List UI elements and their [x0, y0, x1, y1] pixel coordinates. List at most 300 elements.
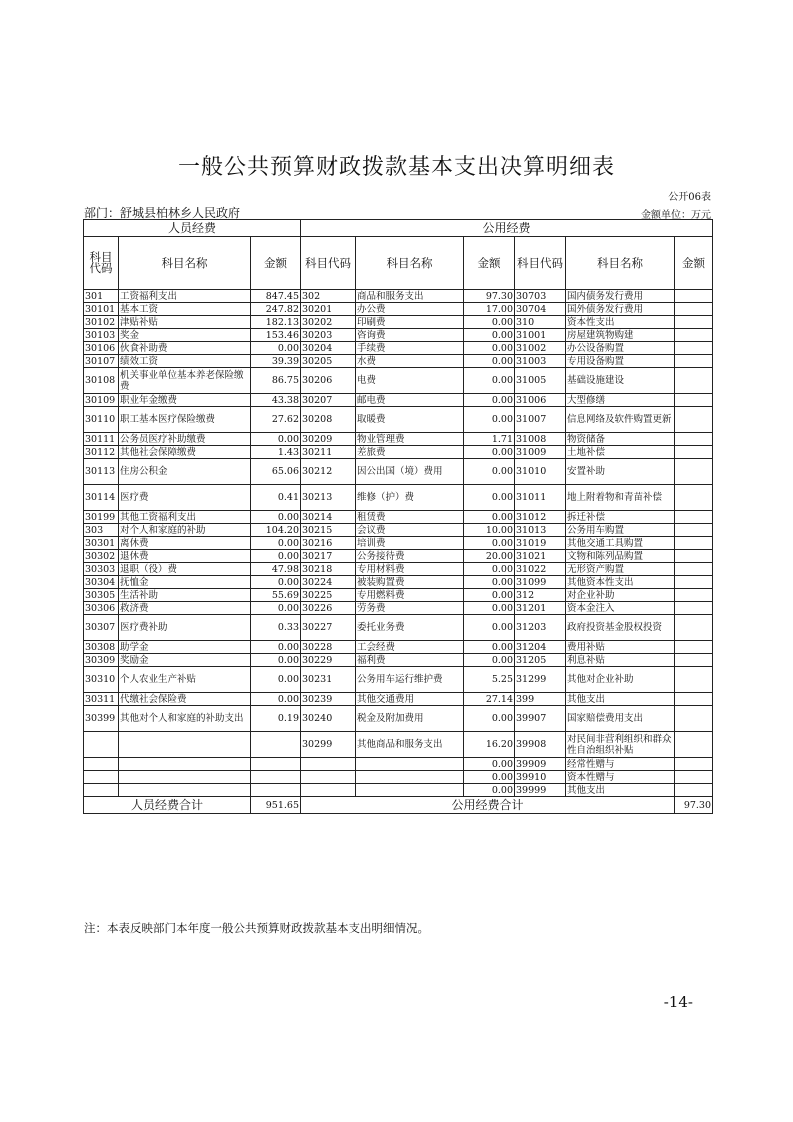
cell-g-code: 30217	[301, 550, 356, 563]
cell-c-code: 399	[515, 693, 566, 706]
cell-g-code	[301, 784, 356, 797]
cell-p-amount: 47.98	[251, 563, 301, 576]
cell-g-name: 税金及附加费用	[356, 706, 464, 732]
cell-c-code: 30703	[515, 290, 566, 303]
cell-c-name: 利息补贴	[566, 654, 675, 667]
cell-p-amount: 0.41	[251, 485, 301, 511]
cell-c-code: 31006	[515, 394, 566, 407]
table-row	[84, 407, 713, 433]
cell-c-amount	[675, 706, 713, 732]
cell-g-name: 培训费	[356, 537, 464, 550]
cell-p-name: 对个人和家庭的补助	[119, 524, 251, 537]
cell-p-name	[119, 784, 251, 797]
cell-c-name: 费用补贴	[566, 641, 675, 654]
cell-p-code: 30306	[84, 602, 119, 615]
cell-c-amount	[675, 758, 713, 771]
cell-g-name: 租赁费	[356, 511, 464, 524]
group-public: 公用经费	[301, 220, 713, 237]
cell-p-amount: 86.75	[251, 368, 301, 394]
cell-c-amount	[675, 771, 713, 784]
cell-g-code: 30201	[301, 303, 356, 316]
cell-g-name	[356, 758, 464, 771]
cell-c-name: 房屋建筑物购建	[566, 329, 675, 342]
cell-c-name: 公务用车购置	[566, 524, 675, 537]
cell-c-name: 资本金注入	[566, 602, 675, 615]
table-row	[84, 758, 713, 771]
table-row	[84, 524, 713, 537]
cell-c-code: 31205	[515, 654, 566, 667]
cell-g-code: 30202	[301, 316, 356, 329]
cell-p-amount: 43.38	[251, 394, 301, 407]
cell-c-amount	[675, 654, 713, 667]
cell-p-amount: 65.06	[251, 459, 301, 485]
cell-p-code: 30301	[84, 537, 119, 550]
cell-c-name: 地上附着物和青苗补偿	[566, 485, 675, 511]
cell-c-amount	[675, 303, 713, 316]
cell-p-name: 机关事业单位基本养老保险缴费	[119, 368, 251, 394]
table-row	[84, 433, 713, 446]
cell-p-amount: 0.19	[251, 706, 301, 732]
cell-g-name: 办公费	[356, 303, 464, 316]
cell-c-code: 39908	[515, 732, 566, 758]
cell-c-code: 31022	[515, 563, 566, 576]
public-total-label: 公用经费合计	[301, 797, 675, 814]
cell-c-amount	[675, 407, 713, 433]
cell-c-code: 31012	[515, 511, 566, 524]
table-row	[84, 303, 713, 316]
cell-p-amount: 0.00	[251, 641, 301, 654]
cell-c-name: 资本性支出	[566, 316, 675, 329]
cell-p-name	[119, 771, 251, 784]
cell-c-amount	[675, 732, 713, 758]
cell-g-name: 专用燃料费	[356, 589, 464, 602]
column-header-row	[84, 237, 713, 290]
cell-g-amount: 0.00	[464, 589, 515, 602]
cell-p-name	[119, 732, 251, 758]
cell-p-code: 30305	[84, 589, 119, 602]
cell-g-amount: 0.00	[464, 368, 515, 394]
cell-c-code: 39910	[515, 771, 566, 784]
cell-p-code	[84, 784, 119, 797]
cell-p-name: 绩效工资	[119, 355, 251, 368]
cell-g-amount: 0.00	[464, 576, 515, 589]
cell-p-amount	[251, 732, 301, 758]
cell-p-amount: 0.00	[251, 667, 301, 693]
cell-p-amount: 0.00	[251, 693, 301, 706]
cell-g-name: 差旅费	[356, 446, 464, 459]
cell-c-code: 31011	[515, 485, 566, 511]
cell-c-name: 文物和陈列品购置	[566, 550, 675, 563]
cell-c-amount	[675, 446, 713, 459]
cell-p-code: 30304	[84, 576, 119, 589]
table-row	[84, 641, 713, 654]
cell-g-amount: 0.00	[464, 537, 515, 550]
cell-c-amount	[675, 485, 713, 511]
cell-g-name: 印刷费	[356, 316, 464, 329]
cell-p-amount: 153.46	[251, 329, 301, 342]
cell-g-name	[356, 784, 464, 797]
cell-g-code: 30205	[301, 355, 356, 368]
cell-p-code: 30307	[84, 615, 119, 641]
cell-g-amount: 0.00	[464, 342, 515, 355]
cell-c-code: 31201	[515, 602, 566, 615]
cell-c-code: 31203	[515, 615, 566, 641]
cell-p-code: 30199	[84, 511, 119, 524]
cell-p-code: 30101	[84, 303, 119, 316]
cell-p-name: 退职（役）费	[119, 563, 251, 576]
cell-c-amount	[675, 693, 713, 706]
cell-c-name: 信息网络及软件购置更新	[566, 407, 675, 433]
cell-c-amount	[675, 784, 713, 797]
cell-p-name: 工资福利支出	[119, 290, 251, 303]
cell-g-amount: 0.00	[464, 602, 515, 615]
cell-c-code: 31099	[515, 576, 566, 589]
cell-c-code: 39909	[515, 758, 566, 771]
cell-p-amount: 0.00	[251, 654, 301, 667]
cell-p-name: 职工基本医疗保险缴费	[119, 407, 251, 433]
cell-p-code: 30303	[84, 563, 119, 576]
cell-p-amount: 0.00	[251, 537, 301, 550]
table-row	[84, 615, 713, 641]
cell-g-code: 30239	[301, 693, 356, 706]
cell-c-name: 基础设施建设	[566, 368, 675, 394]
cell-g-code: 30215	[301, 524, 356, 537]
cell-p-name: 医疗费	[119, 485, 251, 511]
table-row	[84, 316, 713, 329]
cell-g-amount: 0.00	[464, 706, 515, 732]
cell-p-code: 30106	[84, 342, 119, 355]
table-row	[84, 368, 713, 394]
cell-c-amount	[675, 667, 713, 693]
cell-c-amount	[675, 290, 713, 303]
cell-c-amount	[675, 459, 713, 485]
cell-c-amount	[675, 355, 713, 368]
header-p-name: 科目名称	[119, 237, 251, 290]
cell-p-code: 301	[84, 290, 119, 303]
cell-g-code: 30224	[301, 576, 356, 589]
cell-p-code: 303	[84, 524, 119, 537]
cell-p-name: 基本工资	[119, 303, 251, 316]
cell-c-amount	[675, 602, 713, 615]
table-row	[84, 563, 713, 576]
cell-p-code: 30309	[84, 654, 119, 667]
table-row	[84, 654, 713, 667]
cell-g-name: 维修（护）费	[356, 485, 464, 511]
header-c-amount: 金额	[675, 237, 713, 290]
cell-g-code: 30231	[301, 667, 356, 693]
cell-c-amount	[675, 576, 713, 589]
totals-row	[84, 797, 713, 814]
cell-g-name: 商品和服务支出	[356, 290, 464, 303]
cell-c-name: 物资储备	[566, 433, 675, 446]
cell-c-name: 专用设备购置	[566, 355, 675, 368]
cell-g-amount: 5.25	[464, 667, 515, 693]
table-row	[84, 667, 713, 693]
table-row	[84, 771, 713, 784]
cell-p-name	[119, 758, 251, 771]
cell-c-code: 31003	[515, 355, 566, 368]
cell-c-code: 310	[515, 316, 566, 329]
table-row	[84, 784, 713, 797]
cell-c-amount	[675, 563, 713, 576]
cell-g-name: 其他商品和服务支出	[356, 732, 464, 758]
cell-p-code: 30308	[84, 641, 119, 654]
cell-g-code: 30229	[301, 654, 356, 667]
header-g-name: 科目名称	[356, 237, 464, 290]
cell-g-name: 取暖费	[356, 407, 464, 433]
cell-g-code: 30207	[301, 394, 356, 407]
cell-g-code: 30228	[301, 641, 356, 654]
cell-p-amount: 0.00	[251, 511, 301, 524]
cell-g-code: 30218	[301, 563, 356, 576]
cell-c-amount	[675, 537, 713, 550]
cell-p-amount: 0.00	[251, 576, 301, 589]
cell-g-code: 30206	[301, 368, 356, 394]
cell-c-code: 31299	[515, 667, 566, 693]
cell-g-amount: 0.00	[464, 316, 515, 329]
cell-c-name: 政府投资基金股权投资	[566, 615, 675, 641]
form-code: 公开06表	[668, 192, 711, 203]
cell-g-name: 公务用车运行维护费	[356, 667, 464, 693]
cell-g-name: 公务接待费	[356, 550, 464, 563]
table-row	[84, 329, 713, 342]
cell-g-name: 因公出国（境）费用	[356, 459, 464, 485]
cell-c-code: 31005	[515, 368, 566, 394]
cell-p-name: 其他对个人和家庭的补助支出	[119, 706, 251, 732]
cell-g-amount: 0.00	[464, 407, 515, 433]
cell-c-name: 国内债务发行费用	[566, 290, 675, 303]
cell-p-code: 30110	[84, 407, 119, 433]
cell-p-amount: 39.39	[251, 355, 301, 368]
cell-p-code: 30399	[84, 706, 119, 732]
cell-c-amount	[675, 550, 713, 563]
cell-p-amount: 1.43	[251, 446, 301, 459]
cell-c-code: 312	[515, 589, 566, 602]
cell-g-code: 30216	[301, 537, 356, 550]
unit-label: 金额单位：万元	[641, 210, 711, 221]
cell-p-code: 30310	[84, 667, 119, 693]
header-p-code: 科目代码	[84, 237, 119, 290]
group-personnel: 人员经费	[84, 220, 301, 237]
cell-p-code: 30103	[84, 329, 119, 342]
cell-c-code: 31019	[515, 537, 566, 550]
cell-c-amount	[675, 524, 713, 537]
cell-p-code: 30102	[84, 316, 119, 329]
cell-p-name: 离休费	[119, 537, 251, 550]
cell-p-code: 30111	[84, 433, 119, 446]
cell-g-amount: 0.00	[464, 654, 515, 667]
cell-c-code: 31013	[515, 524, 566, 537]
cell-g-amount: 0.00	[464, 446, 515, 459]
cell-p-amount: 0.00	[251, 433, 301, 446]
cell-c-code: 31007	[515, 407, 566, 433]
cell-c-amount	[675, 641, 713, 654]
cell-g-name: 工会经费	[356, 641, 464, 654]
cell-g-name: 其他交通费用	[356, 693, 464, 706]
cell-c-name: 对企业补助	[566, 589, 675, 602]
cell-c-amount	[675, 368, 713, 394]
header-g-amount: 金额	[464, 237, 515, 290]
cell-c-code: 31204	[515, 641, 566, 654]
page-number: -14-	[663, 993, 693, 1011]
cell-c-name: 其他交通工具购置	[566, 537, 675, 550]
cell-c-code: 31009	[515, 446, 566, 459]
cell-p-amount	[251, 784, 301, 797]
cell-c-name: 经常性赠与	[566, 758, 675, 771]
cell-g-amount: 0.00	[464, 511, 515, 524]
cell-g-code: 30203	[301, 329, 356, 342]
cell-p-amount: 55.69	[251, 589, 301, 602]
cell-c-name: 其他资本性支出	[566, 576, 675, 589]
cell-p-name: 助学金	[119, 641, 251, 654]
cell-g-name: 会议费	[356, 524, 464, 537]
footnote: 注：本表反映部门本年度一般公共预算财政拨款基本支出明细情况。	[84, 921, 429, 935]
cell-g-code: 302	[301, 290, 356, 303]
cell-g-code: 30214	[301, 511, 356, 524]
cell-g-amount: 27.14	[464, 693, 515, 706]
cell-g-amount: 0.00	[464, 784, 515, 797]
header-g-code: 科目代码	[301, 237, 356, 290]
cell-c-amount	[675, 589, 713, 602]
cell-p-amount	[251, 771, 301, 784]
cell-g-amount: 10.00	[464, 524, 515, 537]
table-row	[84, 394, 713, 407]
cell-c-code: 39999	[515, 784, 566, 797]
cell-p-amount: 0.00	[251, 342, 301, 355]
cell-g-amount: 1.71	[464, 433, 515, 446]
cell-g-amount: 97.30	[464, 290, 515, 303]
cell-g-amount: 0.00	[464, 563, 515, 576]
cell-g-name: 被装购置费	[356, 576, 464, 589]
cell-p-name: 伙食补助费	[119, 342, 251, 355]
cell-g-name: 委托业务费	[356, 615, 464, 641]
department-label: 部门：舒城县柏林乡人民政府	[84, 206, 241, 220]
cell-c-name: 其他支出	[566, 784, 675, 797]
cell-p-name: 代缴社会保险费	[119, 693, 251, 706]
cell-g-code: 30213	[301, 485, 356, 511]
cell-p-name: 奖励金	[119, 654, 251, 667]
cell-g-code	[301, 758, 356, 771]
cell-p-name: 其他工资福利支出	[119, 511, 251, 524]
cell-p-code: 30311	[84, 693, 119, 706]
cell-c-code: 31002	[515, 342, 566, 355]
cell-g-amount: 0.00	[464, 459, 515, 485]
cell-c-name: 其他对企业补助	[566, 667, 675, 693]
cell-c-amount	[675, 316, 713, 329]
cell-g-amount: 20.00	[464, 550, 515, 563]
cell-p-amount: 0.00	[251, 550, 301, 563]
cell-c-name: 无形资产购置	[566, 563, 675, 576]
table-row	[84, 459, 713, 485]
personnel-total-value: 951.65	[251, 797, 301, 814]
cell-c-amount	[675, 433, 713, 446]
expenditure-table	[83, 219, 713, 814]
cell-c-amount	[675, 394, 713, 407]
cell-p-name: 抚恤金	[119, 576, 251, 589]
cell-c-name: 办公设备购置	[566, 342, 675, 355]
cell-p-name: 生活补助	[119, 589, 251, 602]
table-row	[84, 589, 713, 602]
cell-g-code: 30208	[301, 407, 356, 433]
personnel-total-label: 人员经费合计	[84, 797, 251, 814]
cell-g-name	[356, 771, 464, 784]
cell-p-amount: 247.82	[251, 303, 301, 316]
cell-g-amount: 0.00	[464, 485, 515, 511]
cell-p-amount: 0.33	[251, 615, 301, 641]
cell-c-amount	[675, 342, 713, 355]
table-row	[84, 537, 713, 550]
cell-c-name: 拆迁补偿	[566, 511, 675, 524]
cell-g-amount: 0.00	[464, 641, 515, 654]
cell-p-code	[84, 732, 119, 758]
cell-p-name: 医疗费补助	[119, 615, 251, 641]
cell-p-name: 职业年金缴费	[119, 394, 251, 407]
cell-p-code: 30114	[84, 485, 119, 511]
cell-g-code: 30204	[301, 342, 356, 355]
cell-c-code: 31001	[515, 329, 566, 342]
cell-c-name: 其他支出	[566, 693, 675, 706]
cell-p-code: 30113	[84, 459, 119, 485]
header-p-amount: 金额	[251, 237, 301, 290]
cell-p-code: 30112	[84, 446, 119, 459]
cell-p-amount: 0.00	[251, 602, 301, 615]
cell-p-name: 公务员医疗补助缴费	[119, 433, 251, 446]
cell-g-name: 物业管理费	[356, 433, 464, 446]
cell-p-code: 30108	[84, 368, 119, 394]
cell-g-name: 水费	[356, 355, 464, 368]
cell-g-name: 专用材料费	[356, 563, 464, 576]
header-c-code: 科目代码	[515, 237, 566, 290]
cell-c-code: 30704	[515, 303, 566, 316]
page-title: 一般公共预算财政拨款基本支出决算明细表	[177, 155, 615, 180]
cell-c-amount	[675, 615, 713, 641]
public-total-value: 97.30	[675, 797, 713, 814]
cell-p-name: 退休费	[119, 550, 251, 563]
cell-p-name: 奖金	[119, 329, 251, 342]
cell-p-amount: 27.62	[251, 407, 301, 433]
table-row	[84, 693, 713, 706]
table-row	[84, 355, 713, 368]
cell-c-name: 大型修缮	[566, 394, 675, 407]
cell-p-code: 30107	[84, 355, 119, 368]
cell-g-amount: 0.00	[464, 394, 515, 407]
cell-c-code: 31010	[515, 459, 566, 485]
cell-p-name: 津贴补贴	[119, 316, 251, 329]
cell-c-name: 国外债务发行费用	[566, 303, 675, 316]
table-row	[84, 550, 713, 563]
cell-p-amount	[251, 758, 301, 771]
cell-p-amount: 847.45	[251, 290, 301, 303]
cell-p-amount: 104.20	[251, 524, 301, 537]
cell-g-code: 30211	[301, 446, 356, 459]
cell-p-code	[84, 758, 119, 771]
cell-c-code: 31008	[515, 433, 566, 446]
cell-g-code: 30227	[301, 615, 356, 641]
cell-c-name: 安置补助	[566, 459, 675, 485]
cell-g-code	[301, 771, 356, 784]
cell-g-amount: 0.00	[464, 771, 515, 784]
cell-g-name: 咨询费	[356, 329, 464, 342]
cell-p-code	[84, 771, 119, 784]
cell-g-name: 邮电费	[356, 394, 464, 407]
cell-g-amount: 0.00	[464, 329, 515, 342]
cell-c-name: 对民间非营利组织和群众性自治组织补贴	[566, 732, 675, 758]
header-c-name: 科目名称	[566, 237, 675, 290]
cell-p-code: 30109	[84, 394, 119, 407]
cell-g-name: 劳务费	[356, 602, 464, 615]
cell-g-code: 30299	[301, 732, 356, 758]
table-row	[84, 706, 713, 732]
